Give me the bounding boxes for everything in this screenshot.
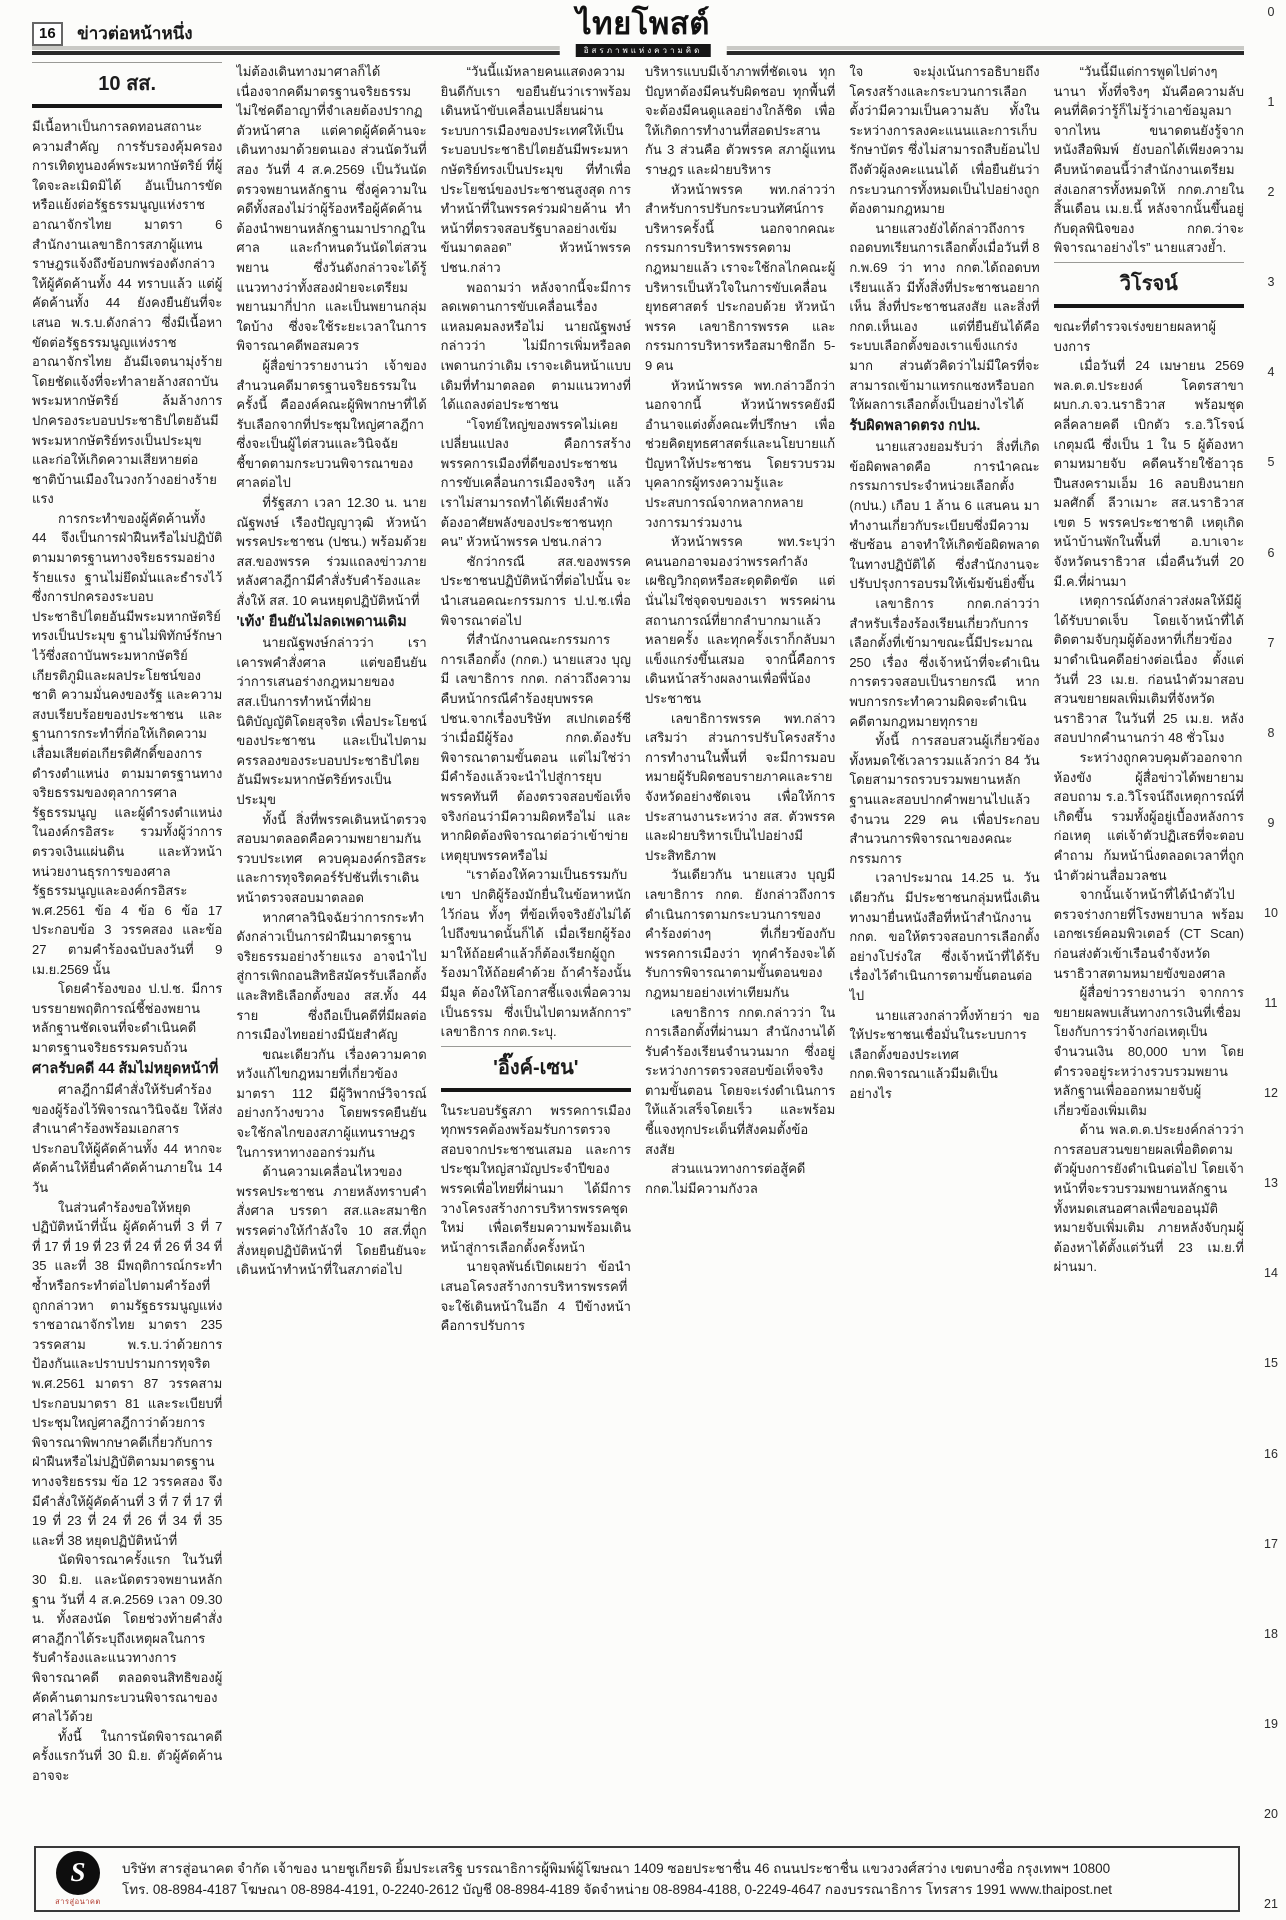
imprint-line-2: โทร. 08-8984-4187 โฆษณา 08-8984-4191, 0-2240-2612 บัญชี 08-8984-4189 จัดจำหน่าย 08-8984-4188, 0-2249-4647 กองบรรณาธิการ โทรสาร 1991 www.thaipost.net — [122, 1882, 1112, 1897]
article-paragraph: ศาลฎีกามีคำสั่งให้รับคำร้องของผู้ร้องไว้พิจารณาวินิจฉัย ให้ส่งสำเนาคำร้องพร้อมเอกสารประกอบให้ผู้คัดค้านทั้ง 44 หากจะคัดค้านให้ยื่นคำคัดค้านภายใน 14 วัน — [32, 1082, 223, 1196]
article-paragraph: ทั้งนี้ สิ่งที่พรรคเดินหน้าตรวจสอบมาตลอดคือความพยายามกันรวบประเทศ ควบคุมองค์กรอิสระ และการทุจริตคอร์รัปชันที่เราเดินหน้าตรวจสอบมาตลอด — [236, 811, 427, 905]
imprint-text — [122, 1858, 1224, 1900]
article-paragraph: เวลาประมาณ 14.25 น. วันเดียวกัน มีประชาชนกลุ่มหนึ่งเดินทางมายื่นหนังสือที่หน้าสำนักงาน กกต. ขอให้ตรวจสอบการเลือกตั้งอย่างโปร่งใส ซึ่งเจ้าหน้าที่ได้รับเรื่องไว้ดำเนินการตามขั้นตอนต่อไป — [849, 870, 1040, 1003]
ruler-number: 1 — [1267, 95, 1275, 110]
ruler-number: 18 — [1264, 1626, 1278, 1641]
article-subheading: 'เท้ง' ยืนยันไม่ลดเพดานเดิม — [236, 613, 407, 630]
ruler-number: 7 — [1267, 635, 1275, 650]
page-number: 16 — [32, 22, 63, 46]
article-paragraph: ด้านความเคลื่อนไหวของพรรคประชาชน ภายหลังทราบคำสั่งศาล บรรดา สส.และสมาชิกพรรคต่างให้กำลังใจ 10 สส.ที่ถูกสั่งหยุดปฏิบัติหน้าที่ โดยยืนยันจะเดินหน้าทำหน้าที่ในสภาต่อไป — [236, 1164, 427, 1278]
article-paragraph: นายแสวงยอมรับว่า สิ่งที่เกิดข้อผิดพลาดคือ การนำคณะกรรมการประจำหน่วยเลือกตั้ง (กปน.) เกือบ 1 ล้าน 6 แสนคน มาทำงานเกี่ยวกับระเบียบซึ่งมีความซับซ้อน อาจทำให้เกิดข้อผิดพลาดในทางปฏิบัติได้ ซึ่งสำนักงานจะปรับปรุงการอบรมให้เข้มข้นยิ่งขึ้น — [849, 439, 1040, 592]
article-section-heading: 10 สส. — [32, 62, 222, 108]
ruler-number: 16 — [1264, 1446, 1278, 1461]
article-paragraph: ซักว่ากรณี สส.ของพรรคประชาชนปฏิบัติหน้าที่ต่อไปนั้น จะนำเสนอคณะกรรมการ ป.ป.ช.เพื่อพิจารณาต่อไป — [440, 553, 631, 628]
article-paragraph: นายจุลพันธ์เปิดเผยว่า ข้อนำเสนอโครงสร้างการบริหารพรรคที่จะใช้เดินหน้าในอีก 4 ปีข้างหน้า คือการปรับการ — [440, 1259, 631, 1334]
article-paragraph: ใจ จะมุ่งเน้นการอธิบายถึงโครงสร้างและกระบวนการเลือกตั้งว่ามีความเป็นความลับ ทั้งในระหว่างการลงคะแนนและการเก็บรักษาบัตร ซึ่งไม่สามารถสืบย้อนไปถึงตัวผู้ลงคะแนนได้ เพื่อยืนยันว่ากระบวนการทั้งหมดเป็นไปอย่างถูกต้องตามกฎหมาย — [849, 64, 1040, 217]
ruler-number: 8 — [1267, 725, 1275, 740]
article-paragraph: การกระทำของผู้คัดค้านทั้ง 44 จึงเป็นการฝ่าฝืนหรือไม่ปฏิบัติตามมาตรฐานทางจริยธรรมอย่างร้ายแรง ฐานไม่ยึดมั่นและธำรงไว้ซึ่งการปกครองระบอบประชาธิปไตยอันมีพระมหากษัตริย์ทรงเป็นประมุข ฐานไม่พิทักษ์รักษาไว้ซึ่งสถาบันพระมหากษัตริย์ เกียรติภูมิและผลประโยชน์ของชาติ ความมั่นคงของรัฐ และความสงบเรียบร้อยของประชาชน และฐานการกระทำที่ก่อให้เกิดความเสื่อมเสียต่อเกียรติศักดิ์ของการดำรงตำแหน่ง ตามมาตรฐานทางจริยธรรมของตุลาการศาลรัฐธรรมนูญ และผู้ดำรงตำแหน่งในองค์กรอิสระ รวมทั้งผู้ว่าการตรวจเงินแผ่นดิน และหัวหน้าหน่วยงานธุรการของศาลรัฐธรรมนูญและองค์กรอิสระ พ.ศ.2561 ข้อ 4 ข้อ 6 ข้อ 17 ประกอบข้อ 3 วรรคสอง และข้อ 27 ตามคำร้องฉบับลงวันที่ 9 เม.ย.2569 นั้น — [32, 510, 223, 977]
article-paragraph: ส่วนแนวทางการต่อสู้คดี กกต.ไม่มีความกังวล — [644, 1161, 806, 1196]
article-paragraph: ระหว่างถูกควบคุมตัวออกจากห้องขัง ผู้สื่อข่าวได้พยายามสอบถาม ร.อ.วิโรจน์ถึงเหตุการณ์ที่เกิดขึ้น รวมทั้งผู้อยู่เบื้องหลังการก่อเหตุ แต่เจ้าตัวปฏิเสธที่จะตอบคำถาม ก้มหน้านิ่งตลอดเวลาที่ถูกนำตัวผ่านสื่อมวลชน — [1053, 750, 1244, 883]
article-paragraph: ขณะที่ตำรวจเร่งขยายผลหาผู้บงการ — [1053, 318, 1217, 354]
news-column-1 — [32, 62, 222, 1832]
ruler-number: 10 — [1264, 905, 1278, 920]
article-paragraph: ขณะเดียวกัน เรื่องความคาดหวังแก้ไขกฎหมายที่เกี่ยวข้อง มาตรา 112 มีผู้วิพากษ์วิจารณ์อย่างกว้างขวาง โดยพรรคยืนยันจะใช้กลไกของสภาผู้แทนราษฎรในการหาทางออกร่วมกัน — [236, 1046, 427, 1160]
publisher-logo-icon: S — [56, 1851, 100, 1895]
news-column-5 — [849, 62, 1039, 1832]
article-subheading: ศาลรับคดี 44 ส้มไม่หยุดหน้าที่ — [32, 1060, 219, 1077]
article-paragraph: หัวหน้าพรรค พท.ระบุว่า คนนอกอาจมองว่าพรรคกำลังเผชิญวิกฤตหรือสะดุดติดขัด แต่นั่นไม่ใช่จุดจบของเรา พรรคผ่านสถานการณ์ที่ยากลำบากมาแล้วหลายครั้ง และทุกครั้งเราก็กลับมาแข็งแกร่งขึ้นเสมอ จากนี้คือการเดินหน้าสร้างผลงานเพื่อพี่น้องประชาชน — [644, 534, 836, 706]
article-paragraph: บริหารแบบมีเจ้าภาพที่ชัดเจน ทุกปัญหาต้องมีคนรับผิดชอบ ทุกพื้นที่จะต้องมีคนดูแลอย่างใกล้ชิด เพื่อให้เกิดการทำงานที่สอดประสานกัน 3 ส่วนคือ ตัวพรรค สภาผู้แทนราษฎร และฝ่ายบริหาร — [644, 64, 836, 177]
ruler-number: 5 — [1267, 455, 1275, 470]
ruler-number: 13 — [1264, 1176, 1278, 1191]
article-paragraph: วันเดียวกัน นายแสวง บุญมี เลขาธิการ กกต. ยังกล่าวถึงการดำเนินการตามกระบวนการของคำร้องต่างๆ ที่เกี่ยวข้องกับพรรคการเมืองว่า ทุกคำร้องจะได้รับการพิจารณาตามขั้นตอนของกฎหมายอย่างเท่าเทียมกัน — [644, 867, 836, 1000]
publisher-logo-wrap — [50, 1851, 106, 1908]
article-paragraph: ไม่ต้องเดินทางมาศาลก็ได้ เนื่องจากคดีมาตรฐานจริยธรรมไม่ใช่คดีอาญาที่จำเลยต้องปรากฏตัวหน้าศาล แต่คาดผู้คัดค้านจะเดินทางมาด้วยตนเอง ส่วนนัดวันที่สอง วันที่ 4 ส.ค.2569 เป็นวันนัดตรวจพยานหลักฐาน ซึ่งคู่ความในคดีทั้งสองไม่ว่าผู้ร้องหรือผู้คัดค้านต้องนำพยานหลักฐานมาปรากฏในศาล และกำหนดวันนัดไต่สวนพยาน ซึ่งวันดังกล่าวจะได้รู้แนวทางว่าทั้งสองฝ่ายจะเตรียมพยานมากี่ปาก และเป็นพยานกลุ่มใดบ้าง ซึ่งจะใช้ระยะเวลาในการพิจารณาคดีพอสมควร — [236, 64, 427, 354]
article-paragraph: เมื่อวันที่ 24 เมษายน 2569 พล.ต.ต.ประยงค์ โคตรสาขา ผบก.ภ.จว.นราธิวาส พร้อมชุดคลี่คลายคดี เบิกตัว ร.อ.วิโรจน์ เกตุมณี ซึ่งเป็น 1 ใน 5 ผู้ต้องหาตามหมายจับ คดีคนร้ายใช้อาวุธปืนสงครามเอ็ม 16 ลอบยิงนายกมลศักดิ์ ลีวาเมาะ สส.นราธิวาส เขต 5 พรรคประชาชาติ เหตุเกิดหน้าบ้านพักในพื้นที่ อ.บาเจาะ จังหวัดนราธิวาส เมื่อคืนวันที่ 20 มี.ค.ที่ผ่านมา — [1053, 358, 1244, 589]
ruler-number: 9 — [1267, 815, 1275, 830]
article-paragraph: “เราต้องให้ความเป็นธรรมกับเขา ปกติผู้ร้องมักยื่นในข้อหาหนักไว้ก่อน ทั้งๆ ที่ข้อเท็จจริงยังไม่ได้ไปถึงขนาดนั้นก็ได้ เมื่อเรียกผู้ร้องมาให้ถ้อยคำแล้วก็ต้องเรียกผู้ถูกร้องมาให้ถ้อยคำด้วย ถ้าคำร้องนั้นมีมูล ต้องให้โอกาสชี้แจงเพื่อความเป็นธรรม ซึ่งเป็นไปตามหลักการ” เลขาธิการ กกต.ระบุ. — [440, 867, 631, 1040]
article-paragraph: “โจทย์ใหญ่ของพรรคไม่เคยเปลี่ยนแปลง คือการสร้างพรรคการเมืองที่ดีของประชาชน การขับเคลื่อนการเมืองจริงๆ แล้วเราไม่สามารถทำได้เพียงลำพัง ต้องอาศัยพลังของประชาชนทุกคน” หัวหน้าพรรค ปชน.กล่าว — [440, 416, 631, 550]
news-column-2 — [236, 62, 426, 1832]
imprint-box — [34, 1846, 1240, 1912]
masthead-title: ไทยโพสต์ — [576, 6, 710, 41]
article-paragraph: หากศาลวินิจฉัยว่าการกระทำดังกล่าวเป็นการฝ่าฝืนมาตรฐานจริยธรรมอย่างร้ายแรง อาจนำไปสู่การเพิกถอนสิทธิสมัครรับเลือกตั้งและสิทธิเลือกตั้งของ สส.ทั้ง 44 ราย ซึ่งถือเป็นคดีที่มีผลต่อการเมืองไทยอย่างมีนัยสำคัญ — [236, 909, 427, 1043]
ruler-number: 2 — [1267, 185, 1275, 200]
article-paragraph: มีเนื้อหาเป็นการลดทอนสถานะความสำคัญ การรับรองคุ้มครอง การเทิดทูนองค์พระมหากษัตริย์ ที่ผู้ใดจะละเมิดมิได้ อันเป็นการขัดหรือแย้งต่อรัฐธรรมนูญแห่งราชอาณาจักรไทย มาตรา 6 สำนักงานเลขาธิการสภาผู้แทนราษฎรแจ้งถึงข้อบกพร่องดังกล่าวให้ผู้คัดค้านทั้ง 44 ทราบแล้ว แต่ผู้คัดค้านทั้ง 44 ยังคงยืนยันที่จะเสนอ พ.ร.บ.ดังกล่าว ซึ่งมีเนื้อหาขัดต่อรัฐธรรมนูญแห่งราชอาณาจักรไทย อันมีเจตนามุ่งร้ายโดยชัดแจ้งที่จะทำลายล้างสถาบันพระมหากษัตริย์ ล้มล้างการปกครองระบอบประชาธิปไตยอันมีพระมหากษัตริย์ทรงเป็นประมุข และก่อให้เกิดความเสียหายต่อชาติบ้านเมืองในวงกว้างอย่างร้ายแรง — [32, 119, 223, 507]
news-column-6 — [1054, 62, 1244, 1832]
ruler-number: 11 — [1264, 996, 1278, 1011]
article-paragraph: ที่รัฐสภา เวลา 12.30 น. นายณัฐพงษ์ เรืองปัญญาวุฒิ หัวหน้าพรรคประชาชน (ปชน.) พร้อมด้วย สส.ของพรรค ร่วมแถลงข่าวภายหลังศาลฎีกามีคำสั่งรับคำร้องและสั่งให้ สส. 10 คนหยุดปฏิบัติหน้าที่ — [236, 495, 427, 609]
ruler-number: 15 — [1264, 1356, 1278, 1371]
ruler-number: 12 — [1264, 1086, 1278, 1101]
article-paragraph: “วันนี้มีแต่การพูดไปต่างๆ นานา ทั้งที่จริงๆ มันคือความลับ คนที่คิดว่ารู้ก็ไม่รู้ว่าเอาข้อมูลมาจากไหน ขนาดตนยังรู้จากหนังสือพิมพ์ ยังบอกได้เพียงความคืบหน้าตอนนี้ว่าสำนักงานเตรียมส่งเอกสารทั้งหมดให้ กกต.ภายในสิ้นเดือน เม.ย.นี้ หลังจากนั้นขึ้นอยู่กับดุลพินิจของ กกต.ว่าจะพิจารณาอย่างไร” นายแสวงย้ำ. — [1053, 64, 1244, 256]
ruler-number: 3 — [1267, 275, 1275, 290]
article-section-heading: 'อิ๊งค์-เซน' — [441, 1046, 631, 1092]
ruler-number: 20 — [1264, 1806, 1278, 1821]
article-paragraph: ทั้งนี้ ในการนัดพิจารณาคดีครั้งแรกวันที่ 30 มิ.ย. ตัวผู้คัดค้านอาจจะ — [32, 1728, 223, 1783]
article-paragraph: “วันนี้แม้หลายคนแสดงความยินดีกับเรา ขอยืนยันว่าเราพร้อมเดินหน้าขับเคลื่อนเปลี่ยนผ่านระบบการเมืองของประเทศให้เป็นระบอบประชาธิปไตยอันมีพระมหากษัตริย์ทรงเป็นประมุข ที่ทำเพื่อประโยชน์ของประชาชนสูงสุด การทำหน้าที่ในพรรคร่วมฝ่ายค้าน ทำหน้าที่ตรวจสอบรัฐบาลอย่างเข้มข้นมาตลอด” หัวหน้าพรรค ปชน.กล่าว — [440, 64, 631, 275]
ruler-number: 6 — [1267, 545, 1275, 560]
news-column-3 — [441, 62, 631, 1832]
article-paragraph: นัดพิจารณาครั้งแรก ในวันที่ 30 มิ.ย. และนัดตรวจพยานหลักฐาน วันที่ 4 ส.ค.2569 เวลา 09.30 น. ทั้งสองนัด โดยช่วงท้ายคำสั่งศาลฎีกาได้ระบุถึงเหตุผลในการรับคำร้องและแนวทางการพิจารณาคดี ตลอดจนสิทธิของผู้คัดค้านตามกระบวนพิจารณาของศาลไว้ด้วย — [32, 1552, 223, 1725]
article-paragraph: โดยคำร้องของ ป.ป.ช. มีการบรรยายพฤติการณ์ชี้ช่องพยานหลักฐานชัดเจนที่จะดำเนินคดีมาตรฐานจริยธรรมครบถ้วน — [32, 981, 223, 1055]
ruler-number: 14 — [1264, 1266, 1278, 1281]
article-paragraph: นายณัฐพงษ์กล่าวว่า เราเคารพคำสั่งศาล แต่ขอยืนยันว่าการเสนอร่างกฎหมายของ สส.เป็นการทำหน้าที่ฝ่ายนิติบัญญัติโดยสุจริต เพื่อประโยชน์ของประชาชน และเป็นไปตามครรลองของระบอบประชาธิปไตยอันมีพระมหากษัตริย์ทรงเป็นประมุข — [236, 635, 427, 807]
article-paragraph: ในส่วนคำร้องขอให้หยุดปฏิบัติหน้าที่นั้น ผู้คัดค้านที่ 3 ที่ 7 ที่ 17 ที่ 19 ที่ 23 ที่ 24 ที่ 26 ที่ 34 ที่ 35 และที่ 38 มีพฤติการณ์กระทำซ้ำหรือกระทำต่อไปตามคำร้องที่ถูกกล่าวหา ตามรัฐธรรมนูญแห่งราชอาณาจักรไทย มาตรา 235 วรรคสาม พ.ร.บ.ว่าด้วยการป้องกันและปราบปรามการทุจริต พ.ศ.2561 มาตรา 87 วรรคสาม ประกอบมาตรา 81 และระเบียบที่ประชุมใหญ่ศาลฎีกาว่าด้วยการพิจารณาพิพากษาคดีเกี่ยวกับการฝ่าฝืนหรือไม่ปฏิบัติตามมาตรฐานทางจริยธรรม ข้อ 12 วรรคสอง จึงมีคำสั่งให้ผู้คัดค้านที่ 3 ที่ 7 ที่ 17 ที่ 19 ที่ 23 ที่ 24 ที่ 26 ที่ 34 ที่ 35 และที่ 38 หยุดปฏิบัติหน้าที่ — [32, 1199, 223, 1548]
article-paragraph: หัวหน้าพรรค พท.กล่าวอีกว่า นอกจากนี้ หัวหน้าพรรคยังมีอำนาจแต่งตั้งคณะที่ปรึกษา เพื่อช่วยคิดยุทธศาสตร์และนโยบายแก้ปัญหาให้ประชาชน โดยรวบรวมบุคลากรผู้ทรงความรู้และประสบการณ์จากหลากหลายวงการมาร่วมงาน — [644, 377, 836, 530]
article-paragraph: เลขาธิการ กกต.กล่าวว่า สำหรับเรื่องร้องเรียนเกี่ยวกับการเลือกตั้งที่เข้ามาขณะนี้มีประมาณ 250 เรื่อง ซึ่งเจ้าหน้าที่จะดำเนินการตรวจสอบเป็นรายกรณี หากพบการกระทำความผิดจะดำเนินคดีตามกฎหมายทุกราย — [849, 596, 1040, 729]
publisher-logo-caption: สารสู่อนาคต — [55, 1896, 101, 1906]
article-paragraph: เหตุการณ์ดังกล่าวส่งผลให้มีผู้ได้รับบาดเจ็บ โดยเจ้าหน้าที่ได้ติดตามจับกุมผู้ต้องหาที่เกี่ยวข้องมาดำเนินคดีอย่างต่อเนื่อง ตั้งแต่วันที่ 23 เม.ย. ก่อนนำตัวมาสอบสวนขยายผลเพิ่มเติมที่จังหวัดนราธิวาส ในวันที่ 25 เม.ย. หลังสอบปากคำนานกว่า 48 ชั่วโมง — [1053, 593, 1244, 746]
imprint-line-1: บริษัท สารสู่อนาคต จำกัด เจ้าของ นายชูเกียรติ ยิ้มประเสริฐ บรรณาธิการผู้พิมพ์ผู้โฆษณา 1409 ซอยประชาชื่น 46 ถนนประชาชื่น แขวงวงศ์สว่าง เขตบางซื่อ กรุงเทพฯ 10800 — [122, 1861, 1111, 1876]
ruler-number: 17 — [1264, 1536, 1278, 1551]
ruler-number: 4 — [1267, 365, 1275, 380]
article-paragraph: ในระบอบรัฐสภา พรรคการเมืองทุกพรรคต้องพร้อมรับการตรวจสอบจากประชาชนเสมอ และการประชุมใหญ่สามัญประจำปีของพรรคเพื่อไทยที่ผ่านมา ได้มีการวางโครงสร้างการบริหารพรรคชุดใหม่ เพื่อเตรียมความพร้อมเดินหน้าสู่การเลือกตั้งครั้งหน้า — [440, 1102, 631, 1255]
article-section-heading: วิโรจน์ — [1054, 262, 1244, 308]
article-paragraph: ทั้งนี้ การสอบสวนผู้เกี่ยวข้องทั้งหมดใช้เวลารวมแล้วกว่า 84 วัน โดยสามารถรวบรวมพยานหลักฐานและสอบปากคำพยานไปแล้วจำนวน 229 คน เพื่อประกอบสำนวนการพิจารณาของคณะกรรมการ — [849, 733, 1040, 866]
article-paragraph: ผู้สื่อข่าวรายงานว่า จากการขยายผลพบเส้นทางการเงินที่เชื่อมโยงกับการว่าจ้างก่อเหตุเป็นจำนวนเงิน 80,000 บาท โดยตำรวจอยู่ระหว่างรวบรวมพยานหลักฐานเพื่อออกหมายจับผู้เกี่ยวข้องเพิ่มเติม — [1053, 985, 1244, 1118]
ruler-number: 21 — [1264, 1896, 1278, 1911]
article-paragraph: เลขาธิการ กกต.กล่าวว่า ในการเลือกตั้งที่ผ่านมา สำนักงานได้รับคำร้องเรียนจำนวนมาก ซึ่งอยู่ระหว่างการตรวจสอบข้อเท็จจริงตามขั้นตอน โดยจะเร่งดำเนินการให้แล้วเสร็จโดยเร็ว และพร้อมชี้แจงทุกประเด็นที่สังคมตั้งข้อสงสัย — [644, 1004, 836, 1157]
article-paragraph: เลขาธิการพรรค พท.กล่าวเสริมว่า ส่วนการปรับโครงสร้างการทำงานในพื้นที่ จะมีการมอบหมายผู้รับผิดชอบรายภาคและรายจังหวัดอย่างชัดเจน เพื่อให้การประสานงานระหว่าง สส. ตัวพรรค และฝ่ายบริหารเป็นไปอย่างมีประสิทธิภาพ — [644, 710, 836, 863]
section-title: ข่าวต่อหน้าหนึ่ง — [77, 24, 193, 43]
news-column-4 — [645, 62, 835, 1832]
article-paragraph: นายแสวงกล่าวทิ้งท้ายว่า ขอให้ประชาชนเชื่อมั่นในระบบการเลือกตั้งของประเทศ กกต.พิจารณาแล้วมีมติเป็นอย่างไร — [849, 1007, 1040, 1101]
article-paragraph: พอถามว่า หลังจากนี้จะมีการลดเพดานการขับเคลื่อนเรื่องแหลมคมลงหรือไม่ นายณัฐพงษ์กล่าวว่า ไม่มีการเพิ่มหรือลดเพดานกว่าเดิม เราจะเดินหน้าแบบเดิมที่ทำมาตลอด ตามแนวทางที่ได้แถลงต่อประชาชน — [440, 279, 631, 413]
article-paragraph: ผู้สื่อข่าวรายงานว่า เจ้าของสำนวนคดีมาตรฐานจริยธรรมในครั้งนี้ คือองค์คณะผู้พิพากษาที่ได้รับเลือกจากที่ประชุมใหญ่ศาลฎีกา ซึ่งจะเป็นผู้ไต่สวนและวินิจฉัยชี้ขาดตามกระบวนพิจารณาของศาลต่อไป — [236, 357, 427, 491]
article-paragraph: หัวหน้าพรรค พท.กล่าวว่า สำหรับการปรับกระบวนทัศน์การบริหารครั้งนี้ นอกจากคณะกรรมการบริหารพรรคตามกฎหมายแล้ว เราจะใช้กลไกคณะผู้บริหารเป็นหัวใจในการขับเคลื่อนยุทธศาสตร์ ประกอบด้วย หัวหน้าพรรค เลขาธิการพรรค และกรรมการบริหารหรือสมาชิกอีก 5-9 คน — [644, 181, 836, 373]
article-paragraph: นายแสวงยังได้กล่าวถึงการถอดบทเรียนการเลือกตั้งเมื่อวันที่ 8 ก.พ.69 ว่า ทาง กกต.ได้ถอดบทเรียนแล้ว มีทั้งสิ่งที่ประชาชนอยากเห็น สิ่งที่ประชาชนสงสัย และสิ่งที่ กกต.เห็นเอง แต่ที่ยืนยันได้คือระบบเลือกตั้งของเราแข็งแกร่งมาก ส่วนตัวคิดว่าไม่มีใครที่จะสามารถเข้ามาแทรกแซงหรือบอกให้ผลการเลือกตั้งเป็นอย่างไรได้ — [849, 220, 1040, 413]
ruler — [1256, 0, 1286, 1920]
ruler-number: 19 — [1264, 1716, 1278, 1731]
article-paragraph: จากนั้นเจ้าหน้าที่ได้นำตัวไปตรวจร่างกายที่โรงพยาบาล พร้อมเอกซเรย์คอมพิวเตอร์ (CT Scan) ก่อนส่งตัวเข้าเรือนจำจังหวัดนราธิวาสตามหมายขังของศาล — [1053, 887, 1244, 981]
masthead — [560, 8, 727, 58]
article-columns — [32, 62, 1244, 1832]
article-paragraph: ด้าน พล.ต.ต.ประยงค์กล่าวว่า การสอบสวนขยายผลเพื่อติดตามตัวผู้บงการยังดำเนินต่อไป โดยเจ้าหน้าที่จะรวบรวมพยานหลักฐานทั้งหมดเสนอศาลเพื่อขออนุมัติหมายจับเพิ่มเติม ภายหลังจับกุมผู้ต้องหาได้ตั้งแต่วันที่ 23 เม.ย.ที่ผ่านมา. — [1053, 1122, 1244, 1275]
article-paragraph: ที่สำนักงานคณะกรรมการการเลือกตั้ง (กกต.) นายแสวง บุญมี เลขาธิการ กกต. กล่าวถึงความคืบหน้ากรณีคำร้องยุบพรรค ปชน.จากเรื่องบริษัท สเปกเตอร์ซี ว่าเมื่อมีผู้ร้อง กกต.ต้องรับพิจารณาตามขั้นตอน แต่ไม่ใช่ว่ามีคำร้องแล้วจะนำไปสู่การยุบพรรคทันที ต้องตรวจสอบข้อเท็จจริงก่อนว่ามีความผิดหรือไม่ และหากผิดต้องพิจารณาต่อว่าเข้าข่ายเหตุยุบพรรคหรือไม่ — [440, 632, 631, 863]
article-subheading: รับผิดพลาดตรง กปน. — [849, 417, 981, 434]
ruler-number: 0 — [1267, 5, 1275, 19]
masthead-tagline: อิสรภาพแห่งความคิด — [576, 44, 711, 57]
